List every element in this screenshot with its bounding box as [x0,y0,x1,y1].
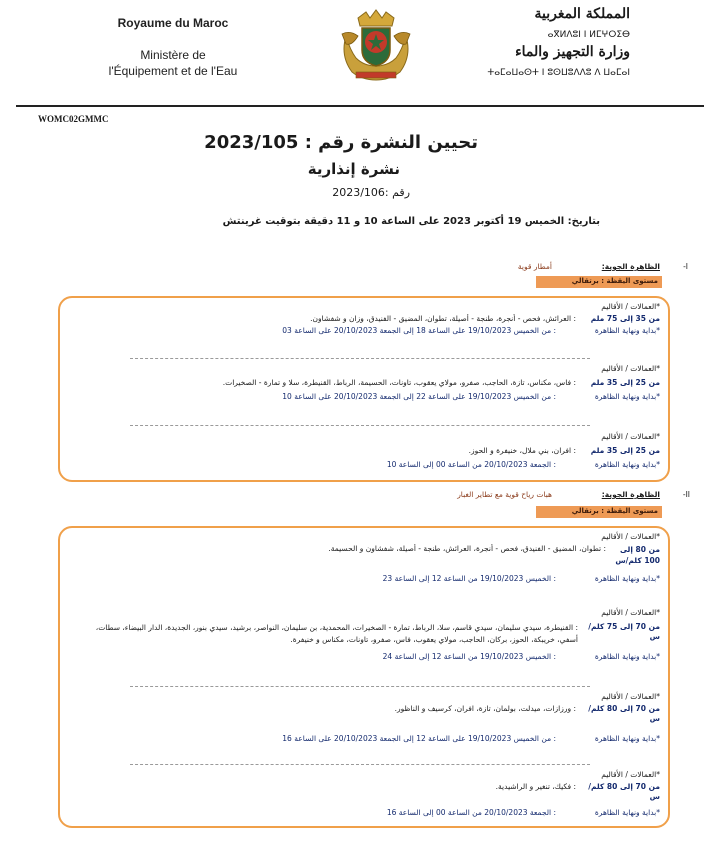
section-2-phenomenon-value: هبات رياح قوية مع تطاير الغبار [457,490,552,499]
update-title: تحيين النشرة رقم : 2023/105 [204,132,478,153]
s1-b1-time-label: *بداية ونهاية الظاهرة [594,326,660,335]
s1-b1-amount: من 35 إلى 75 ملم [590,314,660,323]
s1-b2-regions-label: *العمالات / الأقاليم [601,364,660,373]
s2-b2-regions: : القنيطرة، سيدي سليمان، سيدي قاسم، سلا، الرباط، تمارة - الصخيرات، المحمدية، بن سليمان، النواصر، برشيد، سيدي بنور، الجديدة، الدار البيضاء، سطات، أسفي، خريبكة، الحوز، بركان، الحاجب، مولاي يعقوب، فاس، صفرو، تاونات، مكناس و خنيفرة. [95,623,578,644]
s1-b2-regions: : فاس، مكناس، تازة، الحاجب، صفرو، مولاي يعقوب، تاونات، الحسيمة، الرباط، القنيطرة، سلا و تمارة - الصخيرات. [222,378,576,387]
s1-b3-time-label: *بداية ونهاية الظاهرة [594,460,660,469]
header-ar-line1: المملكة المغربية [534,6,630,22]
s1-b1-time: : من الخميس 19/10/2023 على الساعة 18 إلى الجمعة 20/10/2023 على الساعة 03 [282,326,556,335]
s2-b2-regions-label: *العمالات / الأقاليم [601,608,660,617]
s2-b1-time-label: *بداية ونهاية الظاهرة [594,574,660,583]
s2-b4-amount: من 70 إلى 80 كلم/س [588,782,660,801]
header-tifinagh-line1: ⴰⴳⵍⴷⵓⵏ ⵏ ⵍⵎⵖⵔⵉⴱ [547,30,630,40]
s1-b3-time: : الجمعة 20/10/2023 من الساعة 00 إلى الساعة 10 [386,460,556,469]
section-2-box [58,526,670,828]
header-fr-line3: l'Équipement et de l'Eau [108,64,238,78]
s2-b2-time-label: *بداية ونهاية الظاهرة [594,652,660,661]
s1-separator-2 [130,425,590,426]
s2-b2-time: : الخميس 19/10/2023 من الساعة 12 إلى الساعة 24 [382,652,556,661]
s1-b3-amount: من 25 إلى 35 ملم [590,446,660,455]
s2-b3-time-label: *بداية ونهاية الظاهرة [594,734,660,743]
s2-b3-amount: من 70 إلى 80 كلم/ س [588,704,660,723]
s2-b3-regions: : ورزازات، ميدلت، بولمان، تازة، افران، كرسيف و الناظور. [394,704,576,713]
section-1-level-label: مستوى اليقظة : برتقالي [571,277,658,285]
section-number-2: -II [682,490,690,499]
s2-separator-2 [130,764,590,765]
header-fr-line2: Ministère de [140,48,206,62]
s2-b4-regions-label: *العمالات / الأقاليم [601,770,660,779]
s2-b1-time: : الخميس 19/10/2023 من الساعة 12 إلى الساعة 23 [382,574,556,583]
s1-b3-regions-label: *العمالات / الأقاليم [601,432,660,441]
s2-b3-regions-label: *العمالات / الأقاليم [601,692,660,701]
s2-b4-regions: : فكيك، تنغير و الراشيدية. [495,782,576,791]
s2-separator-1 [130,686,590,687]
s2-b3-time: : من الخميس 19/10/2023 على الساعة 12 إلى الجمعة 20/10/2023 على الساعة 16 [282,734,556,743]
section-2-level-label: مستوى اليقظة : برتقالي [571,507,658,515]
s2-b1-amount: من 80 إلى 100 كلم/س [615,545,660,565]
s2-b4-time-label: *بداية ونهاية الظاهرة [594,808,660,817]
section-number-1: -I [683,262,688,271]
s1-b2-time: : من الخميس 19/10/2023 على الساعة 22 إلى الجمعة 20/10/2023 على الساعة 10 [282,392,556,401]
s2-b4-time: : الجمعة 20/10/2023 من الساعة 00 إلى الساعة 16 [386,808,556,817]
section-2-phenomenon-label: الظاهرة الجوية: [601,490,660,499]
s1-b2-amount: من 25 إلى 35 ملم [590,378,660,387]
coat-of-arms-emblem [336,6,416,82]
s1-b1-regions: : العرائش، فحص - أنجرة، طنجة - أصيلة، تطوان، المضيق - الفنيدق، وزان و شفشاون. [310,314,576,323]
section-1-phenomenon-value: أمطار قوية [517,262,552,271]
bulletin-date: بتاريخ: الخميس 19 أكتوبر 2023 على الساعة 10 و 11 دقيقة بتوقيت غرينتش [222,216,600,227]
s1-separator-1 [130,358,590,359]
bulletin-number: رقم :2023/106 [332,186,410,199]
header-ar-line2: وزارة التجهيز والماء [515,44,630,60]
s1-b1-regions-label: *العمالات / الأقاليم [601,302,660,311]
s1-b2-time-label: *بداية ونهاية الظاهرة [594,392,660,401]
section-1-phenomenon-label: الظاهرة الجوية: [601,262,660,271]
s1-b3-regions: : افران، بني ملال، خنيفرة و الحوز. [468,446,576,455]
header-tifinagh-line2: ⵜⴰⵎⴰⵡⴰⵙⵜ ⵏ ⵓⵙⵡⵓⴷⴷⵓ ⴷ ⵡⴰⵎⴰⵏ [487,68,630,78]
s2-b1-regions: : تطوان، المضيق - الفنيدق، فحص - أنجرة، العرائش، طنجة - أصيلة، شفشاون و الحسيمة. [328,544,606,553]
header-divider [16,105,704,107]
document-code: WOMC02GMMC [38,114,109,124]
s2-b1-regions-label: *العمالات / الأقاليم [601,532,660,541]
s2-b2-amount: من 70 إلى 75 كلم/س [588,622,660,641]
header-fr-line1: Royaume du Maroc [117,16,229,30]
warning-title: نشرة إنذارية [307,160,400,178]
